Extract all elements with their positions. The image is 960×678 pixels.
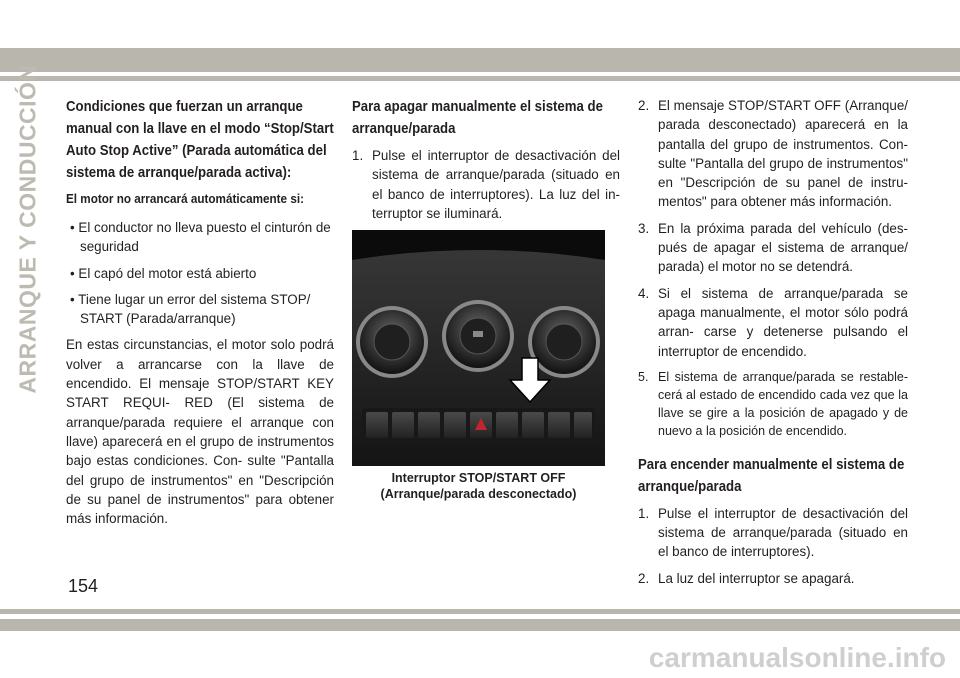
- footer-bar: [0, 619, 960, 631]
- list-item: • El conductor no lleva puesto el cinturón de seguridad: [70, 220, 331, 255]
- caption-line: (Arranque/parada desconectado): [380, 487, 577, 502]
- step-number: 5.: [638, 369, 649, 384]
- step-text: El mensaje STOP/START OFF (Arranque/ parada desconectado) aparecerá en la pantalla del grupo de instrumentos. Con- sulte "Pantalla del grupo de instrumentos" en "Descripción de su panel de instru- mentos" para obtener más información.: [658, 98, 908, 210]
- step-number: 1.: [638, 505, 650, 521]
- header-bar: [0, 48, 960, 72]
- step-text: Pulse el interruptor de desactivación del sistema de arranque/parada (situado en el banco de interruptores). La luz del in- terruptor se iluminará.: [372, 148, 620, 221]
- step-text: En la próxima parada del vehículo (des- pués de apagar el sistema de arranque/ parada) el motor no se detendrá.: [658, 220, 908, 275]
- column-right: [638, 96, 908, 595]
- section-heading-turn-on: Para encender manualmente el sistema de arranque/parada: [638, 455, 905, 495]
- list-item: [638, 284, 908, 361]
- switch-bank: [366, 412, 592, 438]
- list-item: [638, 219, 908, 277]
- body-paragraph: En estas circunstancias, el motor solo podrá volver a arrancarse con la llave de encendido. El mensaje STOP/START KEY START REQUI- RED (El sistema de arranque/parada requiere el arranque con llave) aparecerá en el grupo de instrumentos bajo estas condiciones. Con- sulte "Pantalla del grupo de instrumentos" en "Descripción de su panel de instrumentos" para obtener más información.: [66, 337, 334, 527]
- step-text: Pulse el interruptor de desactivación del sistema de arranque/parada (situado en el banco de interruptores).: [658, 505, 908, 560]
- step-text: Si el sistema de arranque/parada se apaga manualmente, el motor sólo podrá arran- carse y detenerse pulsando el interruptor de encendido.: [658, 285, 908, 359]
- side-tab-label: ARRANQUE Y CONDUCCIÓN: [14, 64, 41, 394]
- page-number: 154: [68, 576, 99, 596]
- step-number: 2.: [638, 570, 650, 586]
- section-heading-turn-off: Para apagar manualmente el sistema de arranque/parada: [352, 98, 603, 137]
- turn-on-steps: [638, 504, 908, 588]
- turn-off-steps-continued: [638, 96, 908, 440]
- list-item: • Tiene lugar un error del sistema STOP/ START (Parada/arranque): [70, 291, 311, 327]
- dashboard-photo-illustration: [352, 230, 605, 466]
- turn-off-steps: [352, 146, 620, 223]
- climate-knob-right: [528, 306, 600, 378]
- footer-rule: [0, 609, 960, 614]
- list-item: [352, 146, 620, 223]
- caption-line: Interruptor STOP/START OFF: [391, 471, 566, 486]
- list-item: [638, 368, 908, 440]
- dashboard-photo: [352, 230, 605, 466]
- section-heading-conditions: Condiciones que fuerzan un arranque manual con la llave en el modo “Stop/Start Auto Stop Active” (Parada automática del sistema de arranque/parada activa):: [66, 98, 334, 181]
- step-text: La luz del interruptor se apagará.: [658, 570, 855, 586]
- step-number: 1.: [352, 148, 364, 163]
- list-item: [638, 96, 908, 212]
- column-left: [66, 96, 334, 535]
- step-number: 3.: [638, 220, 650, 236]
- header-rule: [0, 76, 960, 81]
- step-number: 2.: [638, 98, 650, 113]
- step-number: 4.: [638, 285, 650, 301]
- figure-caption: [352, 470, 605, 502]
- watermark: carmanualsonline.info: [648, 642, 946, 673]
- top-band: [0, 0, 960, 48]
- column-middle: [352, 96, 620, 502]
- list-item: [638, 504, 908, 562]
- side-tab: [8, 64, 48, 394]
- list-item: [638, 569, 908, 588]
- climate-knob-left: [356, 306, 428, 378]
- list-item: • El capó del motor está abierto: [70, 265, 257, 281]
- subheading-no-autostart: El motor no arrancará automáticamente si:: [66, 191, 304, 206]
- conditions-list: [66, 218, 334, 328]
- climate-knob-center: [442, 300, 514, 372]
- step-text: El sistema de arranque/parada se restable- cerá al estado de encendido cada vez que la llave se gire a la posición de apagado y de nuevo a la posición de encendido.: [658, 369, 908, 438]
